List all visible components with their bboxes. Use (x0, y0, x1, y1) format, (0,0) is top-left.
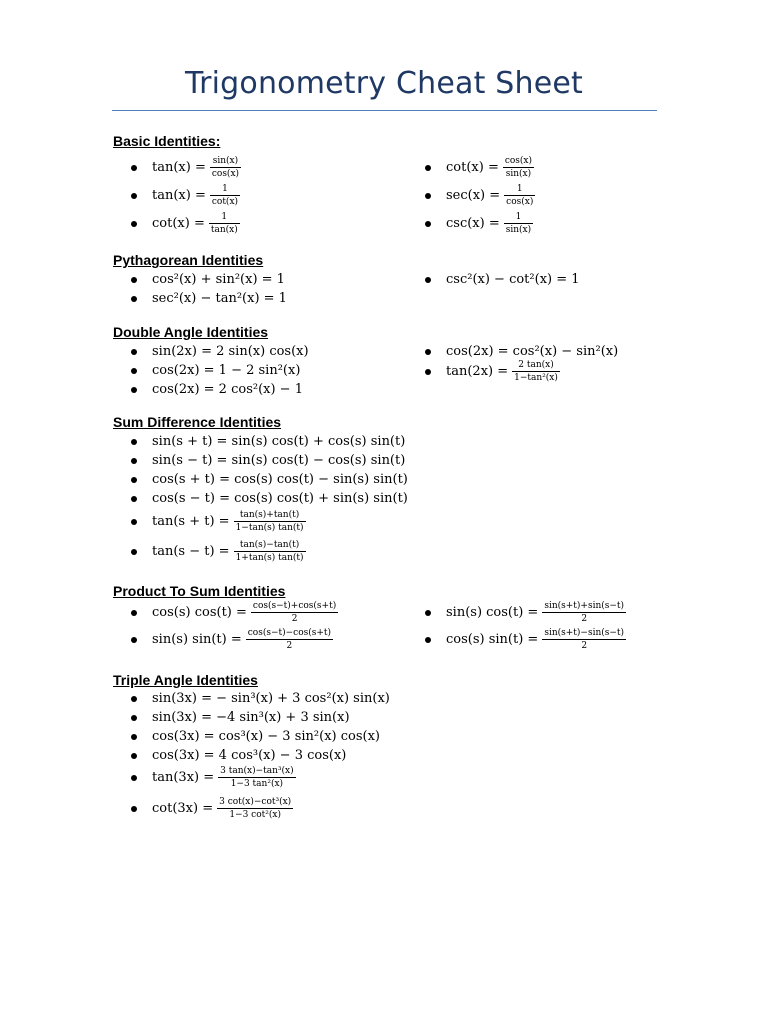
fraction: $\frac{\cos(s-t)+\cos(s+t)}{2}$ (252, 601, 337, 624)
identity-triple-6: cot(3x) = $\frac{\text{3 cot(x)−cot³(x)}}{\text{1−3 cot²(x)}}$ (131, 797, 293, 820)
bullet (131, 165, 137, 171)
identity-triple-2: sin(3x) = −4 sin³(x) + 3 sin(x) (131, 710, 350, 725)
identity-basic-5: sec(x) = $\frac{1}{\cos(x)}$ (425, 184, 535, 207)
identity-basic-2: tan(x) = $\frac{1}{\cot(x)}$ (131, 184, 240, 207)
identity-pythagorean-3: csc²(x) − cot²(x) = 1 (425, 272, 580, 287)
fraction: $\frac{\sin(s+t)+\sin(s-t)}{2}$ (544, 601, 625, 624)
fraction: $\frac{\text{3 tan(x)−tan³(x)}}{\text{1−3 tan²(x)}}$ (220, 766, 294, 789)
bullet (425, 610, 431, 616)
bullet (131, 458, 137, 464)
identity-triple-5: tan(3x) = $\frac{\text{3 tan(x)−tan³(x)}}{\text{1−3 tan²(x)}}$ (131, 766, 296, 789)
identity-basic-4: cot(x) = $\frac{\cos(x)}{\sin(x)}$ (425, 156, 534, 179)
bullet (131, 610, 137, 616)
heading-triple-angle-identities: Triple Angle Identities (113, 672, 258, 688)
bullet (131, 296, 137, 302)
identity-sumdiff-6: tan(s − t) = $\frac{\tan(s)-\tan(t)}{1+\tan(s) \tan(t)}$ (131, 540, 306, 563)
bullet (131, 277, 137, 283)
bullet (425, 193, 431, 199)
identity-pythagorean-1: cos²(x) + sin²(x) = 1 (131, 272, 285, 287)
identity-triple-4: cos(3x) = 4 cos³(x) − 3 cos(x) (131, 748, 346, 763)
identity-double-1: sin(2x) = 2 sin(x) cos(x) (131, 344, 309, 359)
heading-double-angle-identities: Double Angle Identities (113, 324, 269, 340)
identity-double-3: cos(2x) = 2 cos²(x) − 1 (131, 382, 303, 397)
bullet (131, 193, 137, 199)
bullet (131, 806, 137, 812)
bullet (131, 221, 137, 227)
fraction: $\frac{1}{\cos(x)}$ (506, 184, 534, 207)
fraction: $\frac{\cos(s-t)-\cos(s+t)}{2}$ (247, 628, 332, 651)
fraction: $\frac{\sin(s+t)-\sin(s-t)}{2}$ (544, 628, 625, 651)
bullet (425, 369, 431, 375)
fraction: $\frac{\tan(s)-\tan(t)}{1+\tan(s) \tan(t)}$ (235, 540, 304, 563)
bullet (425, 349, 431, 355)
identity-product-1: cos(s) cos(t) = $\frac{\cos(s-t)+\cos(s+t)}{2}$ (131, 601, 338, 624)
fraction: $\frac{\cos(x)}{\sin(x)}$ (504, 156, 533, 179)
fraction: $\frac{1}{\tan(x)}$ (210, 212, 238, 235)
identity-pythagorean-2: sec²(x) − tan²(x) = 1 (131, 291, 287, 306)
identity-double-4: cos(2x) = cos²(x) − sin²(x) (425, 344, 618, 359)
identity-double-5: tan(2x) = $\frac{2 \tan(x)}{\text{1−tan²(x)}}$ (425, 360, 560, 383)
identity-sumdiff-5: tan(s + t) = $\frac{\tan(s)+\tan(t)}{1-\tan(s) \tan(t)}$ (131, 510, 306, 533)
bullet (131, 477, 137, 483)
identity-triple-3: cos(3x) = cos³(x) − 3 sin²(x) cos(x) (131, 729, 380, 744)
fraction: $\frac{1}{\cot(x)}$ (211, 184, 239, 207)
identity-triple-1: sin(3x) = − sin³(x) + 3 cos²(x) sin(x) (131, 691, 390, 706)
identity-basic-6: csc(x) = $\frac{1}{\sin(x)}$ (425, 212, 533, 235)
identity-product-3: sin(s) cos(t) = $\frac{\sin(s+t)+\sin(s-t)}{2}$ (425, 601, 626, 624)
heading-product-to-sum-identities: Product To Sum Identities (113, 583, 286, 599)
identity-sumdiff-2: sin(s − t) = sin(s) cos(t) − cos(s) sin(t) (131, 453, 405, 468)
identity-sumdiff-3: cos(s + t) = cos(s) cos(t) − sin(s) sin(t) (131, 472, 408, 487)
heading-pythagorean-identities: Pythagorean Identities (113, 252, 264, 268)
bullet (131, 753, 137, 759)
identity-double-2: cos(2x) = 1 − 2 sin²(x) (131, 363, 300, 378)
bullet (131, 715, 137, 721)
bullet (425, 637, 431, 643)
bullet (425, 165, 431, 171)
bullet (131, 696, 137, 702)
bullet (131, 519, 137, 525)
identity-basic-3: cot(x) = $\frac{1}{\tan(x)}$ (131, 212, 240, 235)
identity-sumdiff-4: cos(s − t) = cos(s) cos(t) + sin(s) sin(t) (131, 491, 408, 506)
bullet (131, 734, 137, 740)
page-title: Trigonometry Cheat Sheet (184, 66, 584, 101)
bullet (425, 221, 431, 227)
identity-product-2: sin(s) sin(t) = $\frac{\cos(s-t)-\cos(s+t)}{2}$ (131, 628, 333, 651)
heading-sum-difference-identities: Sum Difference Identities (113, 414, 282, 430)
bullet (131, 775, 137, 781)
fraction: $\frac{2 \tan(x)}{\text{1−tan²(x)}}$ (514, 360, 558, 383)
heading-basic-identities: Basic Identities: (113, 133, 221, 149)
bullet (131, 387, 137, 393)
fraction: $\frac{1}{\sin(x)}$ (505, 212, 532, 235)
identity-basic-1: tan(x) = $\frac{\sin(x)}{\cos(x)}$ (131, 156, 241, 179)
bullet (131, 637, 137, 643)
identity-sumdiff-1: sin(s + t) = sin(s) cos(t) + cos(s) sin(t) (131, 434, 405, 449)
identity-product-4: cos(s) sin(t) = $\frac{\sin(s+t)-\sin(s-t)}{2}$ (425, 628, 626, 651)
bullet (131, 439, 137, 445)
title-underline (112, 110, 657, 111)
bullet (131, 496, 137, 502)
fraction: $\frac{\text{3 cot(x)−cot³(x)}}{\text{1−3 cot²(x)}}$ (219, 797, 292, 820)
fraction: $\frac{\tan(s)+\tan(t)}{1-\tan(s) \tan(t)}$ (235, 510, 304, 533)
bullet (131, 368, 137, 374)
bullet (131, 349, 137, 355)
bullet (425, 277, 431, 283)
bullet (131, 549, 137, 555)
fraction: $\frac{\sin(x)}{\cos(x)}$ (211, 156, 240, 179)
